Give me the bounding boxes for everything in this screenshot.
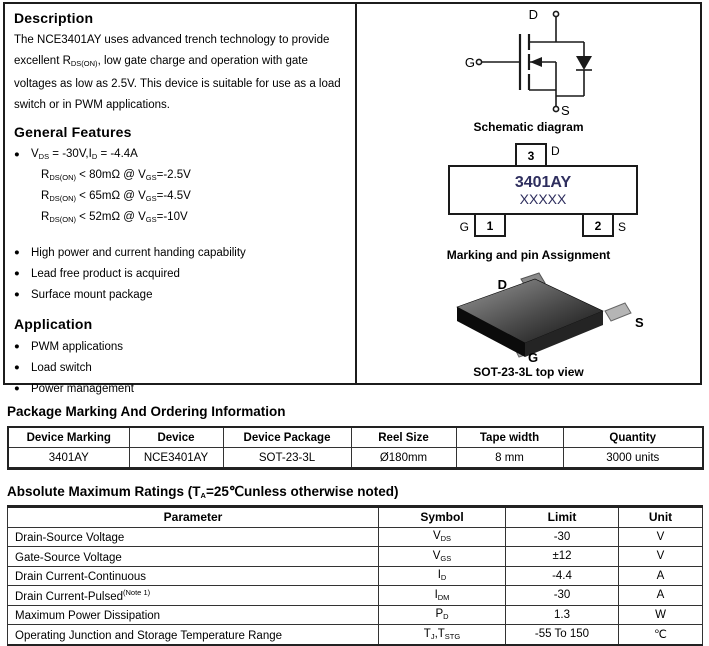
cell-parameter: Gate-Source Voltage xyxy=(8,547,379,567)
description-text: The NCE3401AY uses advanced trench technology to provide excellent $R_{DS(ON)}$, low gate charge and operation with gate voltages as low as 2.5V. This device is suitable for use as a load switch or in PWM applications. xyxy=(14,34,341,111)
bullet-icon: ● xyxy=(14,289,20,300)
cell-unit: V xyxy=(619,527,703,547)
cell-symbol: $I_{DM}$ xyxy=(379,586,506,606)
feature-rds-line: $R_{DS(ON)} < 80m\Omega$ @ $V_{GS}=-2.5V$ xyxy=(41,169,191,182)
cell-reel-size: Ø180mm xyxy=(351,448,456,469)
bullet-icon: ● xyxy=(14,362,20,373)
marking-line1: 3401AY xyxy=(514,174,571,191)
cell-unit: W xyxy=(619,605,703,625)
cell-unit: V xyxy=(619,547,703,567)
schematic-caption: Schematic diagram xyxy=(473,120,584,134)
cell-limit: -4.4 xyxy=(506,566,619,586)
pin2-source-label: S xyxy=(617,220,626,234)
cell-unit: A xyxy=(619,566,703,586)
body-diode-icon xyxy=(576,56,592,70)
cell-parameter: Drain Current-Pulsed$^{(Note 1)}$ xyxy=(8,586,379,606)
col-unit: Unit xyxy=(619,507,703,528)
abs-row xyxy=(8,547,703,567)
bullet-icon: ● xyxy=(14,268,20,279)
marking-caption: Marking and pin Assignment xyxy=(446,248,611,262)
cell-limit: -30 xyxy=(506,527,619,547)
marking-pin-diagram-icon xyxy=(389,142,669,246)
feature-bullet: ● Lead free product is acquired xyxy=(14,267,180,280)
cell-symbol: $I_D$ xyxy=(379,566,506,586)
application-bullet: ● PWM applications xyxy=(14,340,124,353)
feature-vds-line: ● $V_{DS} = -30V,I_D = -4.4A$ xyxy=(14,148,138,161)
abs-row xyxy=(8,625,703,646)
pin3-drain-label: D xyxy=(550,144,560,158)
abs-row xyxy=(8,586,703,606)
col-symbol: Symbol xyxy=(379,507,506,528)
feature-bullet: ● High power and current handing capability xyxy=(14,246,246,259)
ordering-data-row xyxy=(8,448,703,469)
gate-label: G xyxy=(464,55,475,70)
cell-quantity: 3000 units xyxy=(563,448,703,469)
features-title: General Features xyxy=(14,124,132,140)
abs-header-row xyxy=(8,507,703,528)
abs-row xyxy=(8,527,703,547)
right-column xyxy=(355,4,700,383)
cell-tape-width: 8 mm xyxy=(456,448,563,469)
col-parameter: Parameter xyxy=(8,507,379,528)
col-reel-size: Reel Size xyxy=(351,427,456,448)
cell-symbol: $P_D$ xyxy=(379,605,506,625)
feature-rds-line: $R_{DS(ON)} < 52m\Omega$ @ $V_{GS}=-10V$ xyxy=(41,211,188,224)
col-limit: Limit xyxy=(506,507,619,528)
cell-unit: ℃ xyxy=(619,625,703,646)
description-title: Description xyxy=(14,10,94,26)
cell-unit: A xyxy=(619,586,703,606)
ordering-title: Package Marking And Ordering Information xyxy=(7,404,286,419)
col-quantity: Quantity xyxy=(563,427,703,448)
bullet-icon: ● xyxy=(14,247,20,258)
col-device-marking: Device Marking xyxy=(8,427,129,448)
source-lead-icon xyxy=(605,303,631,321)
abs-row xyxy=(8,605,703,625)
cell-parameter: Drain Current-Continuous xyxy=(8,566,379,586)
cell-parameter: Operating Junction and Storage Temperature Range xyxy=(8,625,379,646)
bullet-icon: ● xyxy=(14,149,20,160)
cell-limit: ±12 xyxy=(506,547,619,567)
cell-device: NCE3401AY xyxy=(129,448,223,469)
source-label: S xyxy=(560,103,570,118)
overview-panel xyxy=(3,2,702,395)
cell-parameter: Maximum Power Dissipation xyxy=(8,605,379,625)
mosfet-schematic-icon xyxy=(429,6,629,118)
cell-symbol: $V_{GS}$ xyxy=(379,547,506,567)
pin1-number: 1 xyxy=(486,219,493,233)
topview-caption: SOT-23-3L top view xyxy=(473,365,584,379)
col-tape-width: Tape width xyxy=(456,427,563,448)
application-title: Application xyxy=(14,316,93,332)
col-device-package: Device Package xyxy=(223,427,351,448)
ordering-table xyxy=(7,426,704,470)
cell-device-package: SOT-23-3L xyxy=(223,448,351,469)
marking-line2: XXXXX xyxy=(519,191,566,207)
col-device: Device xyxy=(129,427,223,448)
topview-drain-label: D xyxy=(497,277,507,292)
cell-limit: -30 xyxy=(506,586,619,606)
topview-gate-label: G xyxy=(527,350,538,363)
abs-max-title: Absolute Maximum Ratings ($T_A=25℃unless$ otherwise noted) xyxy=(7,484,399,500)
cell-symbol: $V_{DS}$ xyxy=(379,527,506,547)
abs-row xyxy=(8,566,703,586)
feature-bullet: ● Surface mount package xyxy=(14,288,153,301)
pin2-number: 2 xyxy=(594,219,601,233)
topview-source-label: S xyxy=(634,315,644,330)
cell-parameter: Drain-Source Voltage xyxy=(8,527,379,547)
bullet-icon: ● xyxy=(14,341,20,352)
drain-label: D xyxy=(528,7,538,22)
mosfet-arrow-icon xyxy=(530,57,542,67)
cell-limit: 1.3 xyxy=(506,605,619,625)
abs-max-table xyxy=(7,505,703,646)
ordering-header-row xyxy=(8,427,703,448)
cell-symbol: $T_J,T_{STG}$ xyxy=(379,625,506,646)
application-bullet: ● Load switch xyxy=(14,361,92,374)
bullet-icon: ● xyxy=(14,383,20,394)
left-column xyxy=(5,4,355,395)
cell-device-marking: 3401AY xyxy=(8,448,129,469)
pin3-number: 3 xyxy=(527,149,534,163)
application-bullet: ● Power management xyxy=(14,382,134,395)
package-3d-view-icon xyxy=(409,267,649,363)
pin1-gate-label: G xyxy=(459,220,469,234)
cell-limit: -55 To 150 xyxy=(506,625,619,646)
feature-rds-line: $R_{DS(ON)} < 65m\Omega$ @ $V_{GS}=-4.5V$ xyxy=(41,190,191,203)
